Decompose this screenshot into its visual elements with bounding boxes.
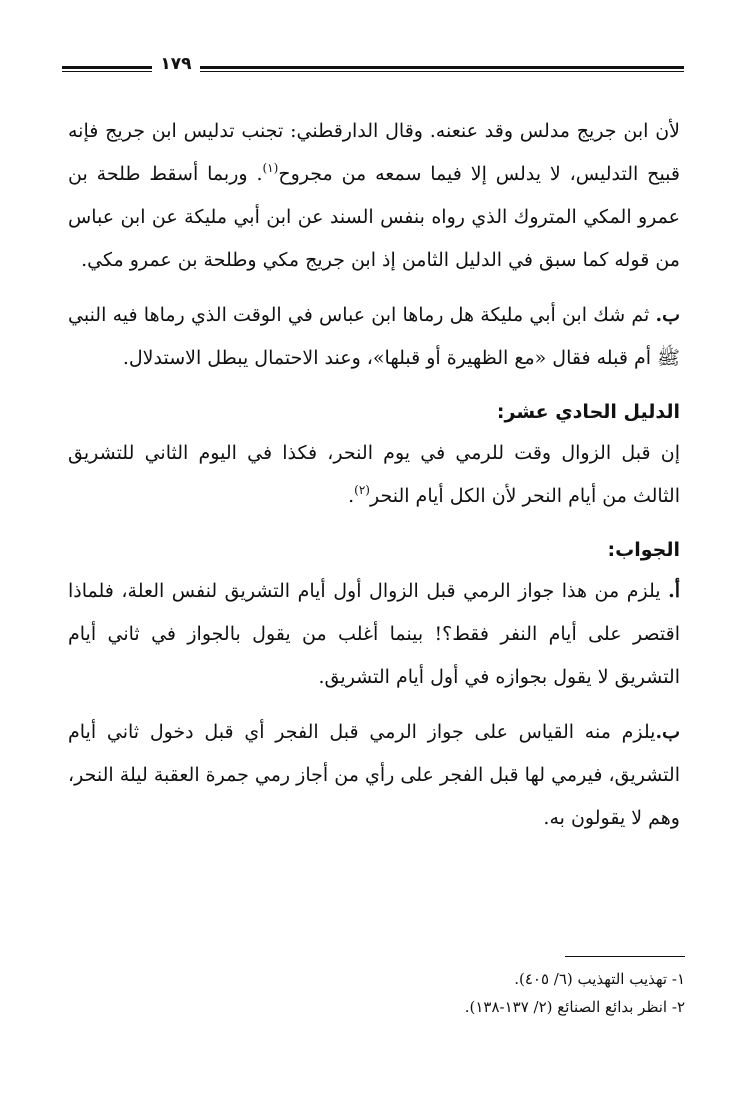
paragraph-5 [68,711,680,840]
footnote-separator [565,956,685,957]
footnote-1: ١- تهذيب التهذيب (٦/ ٤٠٥). [514,970,685,988]
section-heading-evidence-11: الدليل الحادي عشر: [496,401,680,423]
item-label-a: أ. [668,580,680,602]
paragraph-3 [68,432,680,518]
footnotes [185,965,685,1021]
header-rule-left [62,66,152,72]
footnote-ref-2[interactable]: (٢) [354,483,370,497]
paragraph-2 [68,294,680,380]
paragraph-text: ثم شك ابن أبي مليكة هل رماها ابن عباس في الوقت الذي رماها فيه النبي ﷺ أم قبله فقال «مع الظهيرة أو قبلها»، وعند الاحتمال يبطل الاستدلال. [68,304,680,369]
header-rule-right [200,66,684,72]
paragraph-text: إن قبل الزوال وقت للرمي في يوم النحر، فكذا في اليوم الثاني للتشريق الثالث من أيام النحر لأن الكل أيام النحر [68,442,680,507]
item-label-b: ب. [655,304,680,326]
paragraph-text: . [348,485,355,507]
paragraph-text: يلزم منه القياس على جواز الرمي قبل الفجر أي قبل دخول ثاني أيام التشريق، فيرمي لها قبل الفجر على رأي من أجاز رمي جمرة العقبة ليلة النحر، وهم لا يقولون به. [68,721,680,829]
paragraph-1 [68,110,680,282]
page-header [62,54,684,80]
paragraph-4 [68,570,680,699]
paragraph-text: . وربما أسقط طلحة بن عمرو المكي المتروك الذي رواه بنفس السند عن ابن أبي مليكة عن ابن عباس من قوله كما سبق في الدليل الثامن إذ ابن جريج مكي وطلحة بن عمرو مكي. [68,163,680,271]
page-number: ١٧٩ [160,54,192,74]
item-label-b: ب. [655,721,680,743]
paragraph-text: يلزم من هذا جواز الرمي قبل الزوال أول أيام التشريق لنفس العلة، فلماذا اقتصر على أيام النفر فقط؟! بينما أغلب من يقول بالجواز في ثاني أيام التشريق لا يقول بجوازه في أول أيام التشريق. [68,580,680,688]
footnote-ref-1[interactable]: (١) [262,161,279,175]
paragraph-text: لأن ابن جريج مدلس وقد عنعنه. وقال الدارقطني: تجنب تدليس ابن جريج فإنه قبيح التدليس، لا يدلس إلا فيما سمعه من مجروح [68,120,680,185]
page-body [68,110,680,852]
section-heading-answer: الجواب: [607,539,680,561]
footnote-2: ٢- انظر بدائع الصنائع (٢/ ١٣٧-١٣٨). [464,998,685,1016]
